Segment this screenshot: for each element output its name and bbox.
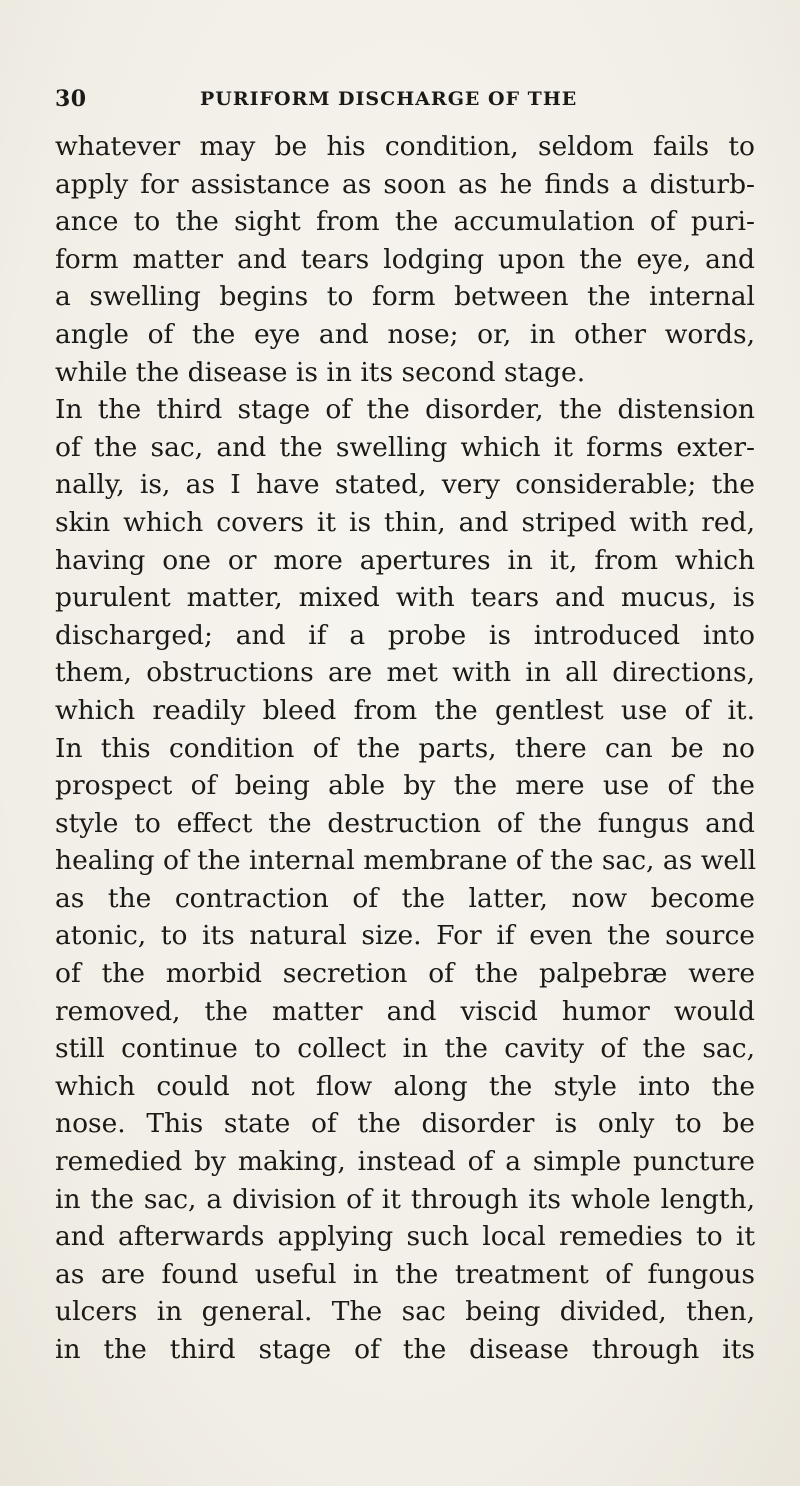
text-line: angle of the eye and nose; or, in other words, xyxy=(55,318,755,350)
text-line: form matter and tears lodging upon the eye, and xyxy=(55,243,755,275)
text-line: remedied by making, instead of a simple puncture xyxy=(55,1146,755,1178)
text-line: ance to the sight from the accumulation of puri- xyxy=(55,206,755,238)
text-line: In the third stage of the disorder, the distension xyxy=(55,394,755,426)
text-line: ulcers in general. The sac being divided, then, xyxy=(55,1296,755,1328)
page-number: 30 xyxy=(55,86,87,112)
text-line: of the morbid secretion of the palpebræ were xyxy=(55,958,755,990)
text-line: in the sac, a division of it through its whole length, xyxy=(55,1183,755,1215)
text-line: a swelling begins to form between the internal xyxy=(55,281,755,313)
text-line: removed, the matter and viscid humor would xyxy=(55,995,755,1027)
text-line: them, obstructions are met with in all directions, xyxy=(55,657,755,689)
text-line: purulent matter, mixed with tears and mucus, is xyxy=(55,582,755,614)
text-line: which could not flow along the style into the xyxy=(55,1070,755,1102)
running-head: PURIFORM DISCHARGE OF THE xyxy=(200,88,578,110)
text-line: skin which covers it is thin, and striped with red, xyxy=(55,506,755,538)
text-line: in the third stage of the disease through its xyxy=(55,1334,755,1365)
text-line: as are found useful in the treatment of fungous xyxy=(55,1258,755,1290)
body-text xyxy=(55,128,755,1369)
text-line: whatever may be his condition, seldom fails to xyxy=(55,131,755,162)
text-line: prospect of being able by the mere use of the xyxy=(55,770,755,802)
text-line: still continue to collect in the cavity of the sac, xyxy=(55,1033,755,1065)
text-line: as the contraction of the latter, now become xyxy=(55,882,755,914)
text-line: discharged; and if a probe is introduced into xyxy=(55,619,755,651)
text-line: nose. This state of the disorder is only to be xyxy=(55,1108,755,1140)
text-line: which readily bleed from the gentlest use of it. xyxy=(55,694,755,726)
text-line: nally, is, as I have stated, very considerable; the xyxy=(55,469,755,501)
text-line: of the sac, and the swelling which it forms exter- xyxy=(55,431,755,463)
text-line: and afterwards applying such local remedies to it xyxy=(55,1221,755,1253)
text-line: while the disease is in its second stage. xyxy=(55,356,586,388)
text-line: In this condition of the parts, there can be no xyxy=(55,732,755,764)
text-line: style to effect the destruction of the fungus and xyxy=(55,807,755,839)
text-line: healing of the internal membrane of the sac, as well xyxy=(55,845,757,877)
page-header xyxy=(55,86,745,116)
text-line: atonic, to its natural size. For if even the source xyxy=(55,920,755,952)
text-line: apply for assistance as soon as he finds a disturb- xyxy=(55,168,755,200)
text-line: having one or more apertures in it, from which xyxy=(55,544,755,576)
